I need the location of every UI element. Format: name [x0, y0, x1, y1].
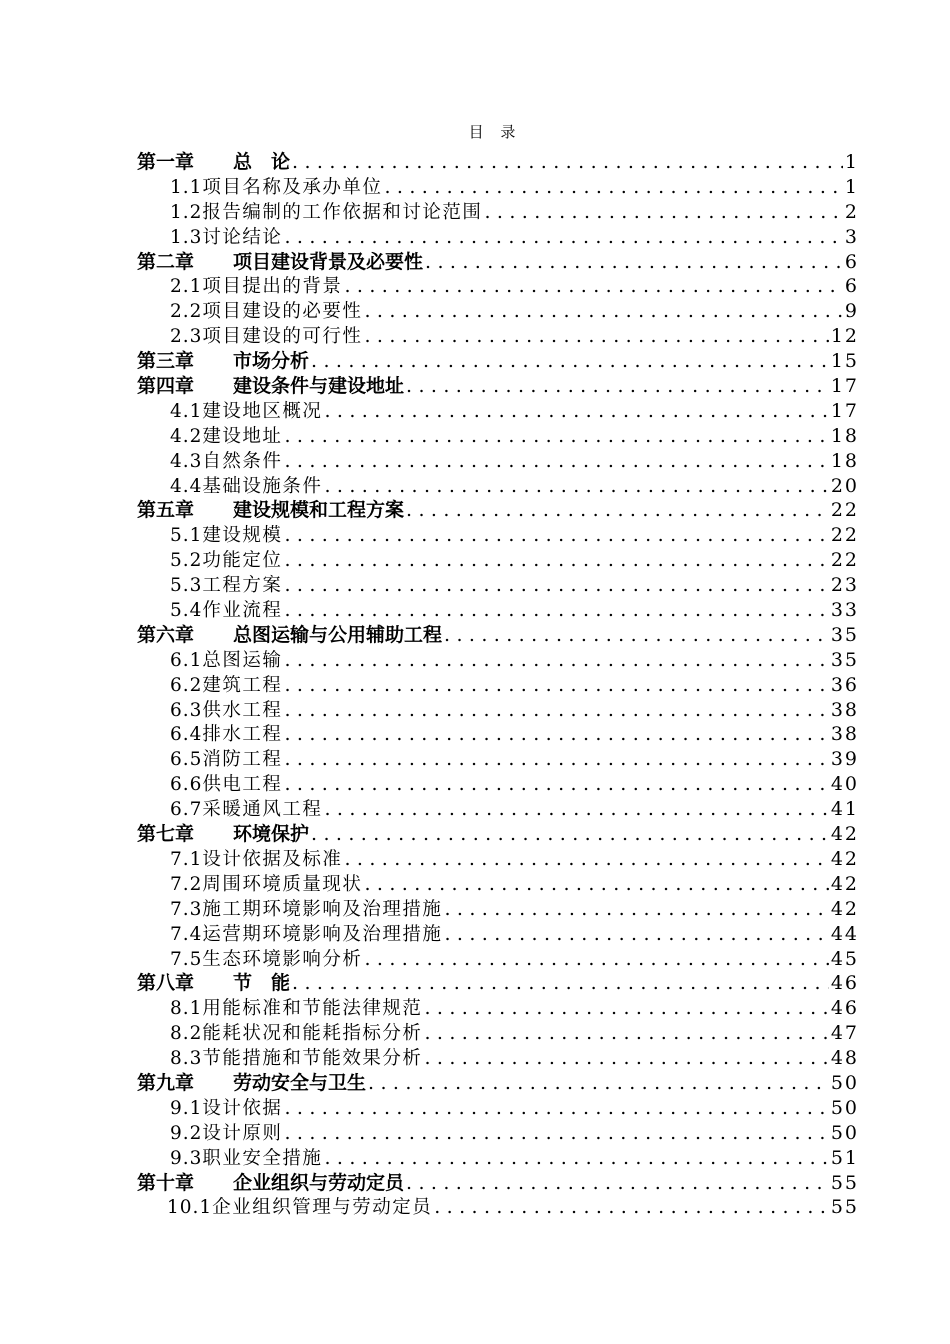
toc-entry-number: 7.5: [170, 948, 203, 970]
toc-dot-leader: [292, 971, 829, 996]
toc-entry-label: 建设规模: [202, 525, 283, 547]
toc-page-number: 15: [830, 350, 859, 373]
toc-entry-title: [170, 300, 362, 325]
toc-entry-label: 报告编制的工作依据和讨论范围: [202, 201, 483, 223]
toc-entry-title: [170, 699, 282, 724]
toc-entry-number: 6.1: [170, 649, 203, 671]
toc-section-entry[interactable]: [137, 299, 859, 324]
toc-entry-title: [170, 923, 442, 948]
toc-dot-leader: [424, 996, 828, 1021]
toc-entry-label: 生态环境影响分析: [202, 948, 363, 970]
toc-entry-number: 4.3: [170, 450, 203, 472]
toc-entry-title: [170, 475, 322, 500]
toc-section-entry[interactable]: [137, 922, 859, 947]
toc-page-number: 1: [844, 175, 859, 198]
toc-entry-number: 第九章: [137, 1071, 195, 1094]
toc-entry-number: 10.1: [167, 1197, 213, 1219]
toc-dot-leader: [406, 374, 829, 399]
toc-entry-label: 项目建设的可行性: [202, 326, 363, 348]
toc-entry-label: 节 能: [233, 972, 291, 995]
toc-entry-number: 第五章: [137, 499, 195, 522]
toc-page-number: 40: [830, 773, 859, 796]
toc-entry-number: 6.6: [170, 774, 203, 796]
toc-entry-number: 2.1: [170, 276, 203, 298]
toc-entry-label: 项目名称及承办单位: [202, 176, 383, 198]
toc-entry-label: 作业流程: [202, 600, 283, 622]
toc-section-entry[interactable]: [137, 947, 859, 972]
toc-entry-label: 周围环境质量现状: [202, 873, 363, 895]
toc-dot-leader: [344, 274, 842, 299]
toc-section-entry[interactable]: [137, 1021, 859, 1046]
toc-chapter-entry[interactable]: [137, 374, 859, 399]
toc-entry-label: 总图运输与公用辅助工程: [233, 623, 443, 646]
toc-entry-title: [170, 226, 282, 251]
toc-entry-title: [170, 1097, 282, 1122]
toc-chapter-entry[interactable]: [137, 498, 859, 523]
toc-entry-title: [170, 997, 422, 1022]
toc-entry-title: [170, 275, 342, 300]
toc-entry-label: 施工期环境影响及治理措施: [202, 898, 443, 920]
toc-entry-label: 用能标准和节能法律规范: [202, 998, 423, 1020]
toc-dot-leader: [311, 349, 829, 374]
toc-entry-label: 环境保护: [233, 823, 310, 846]
toc-chapter-entry[interactable]: [137, 250, 859, 275]
toc-entry-label: 运营期环境影响及治理措施: [202, 923, 443, 945]
toc-entry-title: [170, 1122, 282, 1147]
toc-section-entry[interactable]: [137, 1195, 859, 1220]
toc-dot-leader: [364, 324, 828, 349]
table-of-contents: [137, 150, 859, 1220]
toc-page-number: 46: [830, 972, 859, 995]
toc-entry-title: [170, 1022, 422, 1047]
toc-dot-leader: [425, 250, 843, 275]
toc-page-number: 6: [844, 250, 859, 273]
toc-entry-number: 4.1: [170, 400, 203, 422]
toc-entry-title: [137, 498, 404, 523]
toc-dot-leader: [284, 772, 828, 797]
toc-entry-number: 4.4: [170, 475, 203, 497]
toc-entry-title: [170, 400, 322, 425]
toc-page-number: 35: [830, 648, 859, 671]
toc-entry-number: 9.3: [170, 1147, 203, 1169]
toc-dot-leader: [284, 648, 828, 673]
toc-entry-number: 5.4: [170, 600, 203, 622]
toc-dot-leader: [284, 1096, 828, 1121]
toc-page-number: 23: [830, 574, 859, 597]
toc-entry-title: [137, 1171, 404, 1196]
toc-entry-label: 企业组织管理与劳动定员: [212, 1197, 433, 1219]
toc-dot-leader: [284, 698, 828, 723]
toc-entry-label: 排水工程: [202, 724, 283, 746]
toc-entry-title: [137, 1071, 366, 1096]
toc-page-number: 12: [830, 325, 859, 348]
toc-page-number: 51: [830, 1146, 859, 1169]
toc-dot-leader: [484, 200, 842, 225]
toc-dot-leader: [444, 922, 828, 947]
toc-entry-number: 2.3: [170, 326, 203, 348]
toc-entry-label: 功能定位: [202, 550, 283, 572]
toc-entry-title: [170, 201, 482, 226]
toc-dot-leader: [284, 573, 828, 598]
toc-page-number: 42: [830, 872, 859, 895]
toc-entry-number: 8.3: [170, 1048, 203, 1070]
toc-section-entry[interactable]: [137, 1046, 859, 1071]
toc-entry-label: 项目提出的背景: [202, 276, 343, 298]
toc-entry-title: [170, 748, 282, 773]
toc-section-entry[interactable]: [137, 1146, 859, 1171]
toc-section-entry[interactable]: [137, 225, 859, 250]
toc-entry-number: 5.1: [170, 525, 203, 547]
toc-section-entry[interactable]: [137, 324, 859, 349]
toc-entry-number: 1.1: [170, 176, 203, 198]
toc-page-number: 48: [830, 1047, 859, 1070]
toc-entry-label: 基础设施条件: [202, 475, 323, 497]
toc-section-entry[interactable]: [137, 772, 859, 797]
toc-dot-leader: [424, 1046, 828, 1071]
toc-page-number: 35: [830, 623, 859, 646]
toc-entry-number: 1.2: [170, 201, 203, 223]
toc-entry-title: [170, 325, 362, 350]
toc-section-entry[interactable]: [137, 648, 859, 673]
toc-entry-title: [170, 524, 282, 549]
toc-page-number: 33: [830, 599, 859, 622]
toc-entry-label: 建筑工程: [202, 674, 283, 696]
toc-entry-number: 7.1: [170, 848, 203, 870]
toc-dot-leader: [324, 797, 828, 822]
toc-section-entry[interactable]: [137, 996, 859, 1021]
toc-dot-leader: [324, 1146, 828, 1171]
toc-entry-title: [137, 971, 290, 996]
toc-section-entry[interactable]: [137, 424, 859, 449]
toc-entry-title: [170, 873, 362, 898]
toc-dot-leader: [424, 1021, 828, 1046]
toc-page-number: 45: [830, 947, 859, 970]
toc-entry-label: 节能措施和节能效果分析: [202, 1048, 423, 1070]
toc-page-number: 6: [844, 275, 859, 298]
toc-page-number: 55: [830, 1196, 859, 1219]
page-title: 目 录: [468, 123, 522, 141]
toc-dot-leader: [364, 947, 828, 972]
toc-entry-title: [170, 1147, 322, 1172]
toc-chapter-entry[interactable]: [137, 349, 859, 374]
toc-chapter-entry[interactable]: [137, 822, 859, 847]
toc-entry-title: [137, 822, 309, 847]
toc-page-number: 38: [830, 698, 859, 721]
toc-section-entry[interactable]: [137, 673, 859, 698]
toc-section-entry[interactable]: [137, 523, 859, 548]
toc-entry-title: [170, 798, 322, 823]
toc-section-entry[interactable]: [137, 698, 859, 723]
toc-section-entry[interactable]: [137, 797, 859, 822]
toc-entry-label: 采暖通风工程: [202, 799, 323, 821]
toc-entry-label: 劳动安全与卫生: [233, 1071, 367, 1094]
toc-entry-number: 6.4: [170, 724, 203, 746]
toc-entry-number: 第一章: [137, 151, 195, 173]
toc-page-number: 55: [830, 1171, 859, 1194]
toc-dot-leader: [364, 872, 828, 897]
toc-dot-leader: [368, 1071, 829, 1096]
toc-page-number: 38: [830, 723, 859, 746]
toc-entry-label: 职业安全措施: [202, 1147, 323, 1169]
toc-page-number: 42: [830, 823, 859, 846]
toc-section-entry[interactable]: [137, 474, 859, 499]
toc-entry-label: 讨论结论: [202, 226, 283, 248]
toc-section-entry[interactable]: [137, 200, 859, 225]
toc-page-number: 9: [844, 300, 859, 323]
toc-dot-leader: [284, 548, 828, 573]
toc-entry-title: [170, 425, 282, 450]
toc-page-number: 50: [830, 1096, 859, 1119]
toc-entry-number: 9.2: [170, 1122, 203, 1144]
toc-entry-label: 建设地址: [202, 425, 283, 447]
toc-section-entry[interactable]: [137, 548, 859, 573]
toc-entry-label: 工程方案: [202, 575, 283, 597]
toc-page-number: 18: [830, 424, 859, 447]
toc-entry-number: 7.3: [170, 898, 203, 920]
toc-entry-title: [167, 1196, 432, 1221]
toc-chapter-entry[interactable]: [137, 623, 859, 648]
toc-entry-title: [137, 623, 442, 648]
toc-section-entry[interactable]: [137, 847, 859, 872]
toc-entry-number: 1.3: [170, 226, 203, 248]
toc-section-entry[interactable]: [137, 722, 859, 747]
toc-chapter-entry[interactable]: [137, 150, 859, 175]
toc-entry-title: [137, 250, 423, 275]
toc-entry-label: 市场分析: [233, 350, 310, 373]
toc-page-number: 46: [830, 997, 859, 1020]
toc-dot-leader: [284, 225, 842, 250]
toc-dot-leader: [284, 598, 828, 623]
toc-dot-leader: [292, 150, 843, 175]
toc-entry-title: [170, 649, 282, 674]
toc-entry-number: 6.3: [170, 699, 203, 721]
toc-entry-number: 7.4: [170, 923, 203, 945]
toc-page-number: 17: [830, 375, 859, 398]
toc-entry-title: [170, 599, 282, 624]
toc-page-number: 36: [830, 673, 859, 696]
toc-section-entry[interactable]: [137, 449, 859, 474]
toc-entry-label: 总图运输: [202, 649, 283, 671]
toc-entry-number: 2.2: [170, 301, 203, 323]
toc-entry-title: [137, 349, 309, 374]
toc-entry-title: [170, 848, 342, 873]
toc-entry-label: 自然条件: [202, 450, 283, 472]
toc-entry-label: 消防工程: [202, 749, 283, 771]
toc-entry-number: 8.2: [170, 1023, 203, 1045]
toc-dot-leader: [444, 897, 828, 922]
toc-dot-leader: [284, 424, 828, 449]
toc-page-number: 22: [830, 549, 859, 572]
toc-page-number: 2: [844, 200, 859, 223]
toc-entry-number: 第二章: [137, 250, 195, 273]
toc-entry-label: 总 论: [233, 151, 291, 173]
toc-entry-number: 第八章: [137, 972, 195, 995]
toc-entry-number: 第七章: [137, 823, 195, 846]
toc-page-number: 17: [830, 399, 859, 422]
toc-dot-leader: [284, 523, 828, 548]
toc-entry-label: 能耗状况和能耗指标分析: [202, 1023, 423, 1045]
toc-page-number: 50: [830, 1121, 859, 1144]
toc-page-number: 20: [830, 474, 859, 497]
toc-dot-leader: [284, 722, 828, 747]
toc-page-number: 41: [830, 798, 859, 821]
toc-dot-leader: [311, 822, 829, 847]
toc-dot-leader: [406, 1171, 829, 1196]
toc-page-number: 1: [844, 151, 859, 173]
toc-entry-number: 6.2: [170, 674, 203, 696]
toc-entry-title: [170, 574, 282, 599]
toc-page-number: 39: [830, 748, 859, 771]
toc-entry-label: 供水工程: [202, 699, 283, 721]
toc-section-entry[interactable]: [137, 1121, 859, 1146]
toc-entry-number: 8.1: [170, 998, 203, 1020]
toc-page-number: 22: [830, 499, 859, 522]
toc-section-entry[interactable]: [137, 897, 859, 922]
toc-entry-number: 5.2: [170, 550, 203, 572]
toc-dot-leader: [364, 299, 842, 324]
toc-dot-leader: [284, 1121, 828, 1146]
toc-entry-title: [170, 1047, 422, 1072]
toc-entry-label: 项目建设的必要性: [202, 301, 363, 323]
toc-entry-number: 第六章: [137, 623, 195, 646]
toc-page-number: 50: [830, 1071, 859, 1094]
toc-dot-leader: [284, 449, 828, 474]
toc-entry-number: 5.3: [170, 575, 203, 597]
toc-page-number: 22: [830, 524, 859, 547]
toc-entry-title: [170, 674, 282, 699]
toc-entry-title: [170, 948, 362, 973]
toc-section-entry[interactable]: [137, 399, 859, 424]
toc-chapter-entry[interactable]: [137, 1071, 859, 1096]
toc-chapter-entry[interactable]: [137, 971, 859, 996]
toc-entry-label: 建设地区概况: [202, 400, 323, 422]
toc-page-number: 3: [844, 225, 859, 248]
toc-entry-label: 设计依据: [202, 1097, 283, 1119]
toc-dot-leader: [444, 623, 829, 648]
toc-section-entry[interactable]: [137, 573, 859, 598]
toc-entry-label: 建设条件与建设地址: [233, 375, 405, 398]
toc-entry-label: 企业组织与劳动定员: [233, 1171, 405, 1194]
toc-entry-number: 6.5: [170, 749, 203, 771]
toc-dot-leader: [284, 747, 828, 772]
toc-entry-label: 项目建设背景及必要性: [233, 250, 424, 273]
toc-entry-title: [170, 773, 282, 798]
toc-section-entry[interactable]: [137, 1096, 859, 1121]
toc-entry-title: [137, 150, 290, 175]
toc-page-number: 42: [830, 847, 859, 870]
toc-entry-number: 9.1: [170, 1097, 203, 1119]
toc-entry-label: 设计原则: [202, 1122, 283, 1144]
toc-section-entry[interactable]: [137, 175, 859, 200]
toc-entry-title: [170, 723, 282, 748]
toc-page-number: 18: [830, 449, 859, 472]
toc-page-number: 42: [830, 897, 859, 920]
toc-entry-label: 设计依据及标准: [202, 848, 343, 870]
toc-page-number: 44: [830, 922, 859, 945]
toc-entry-label: 建设规模和工程方案: [233, 499, 405, 522]
toc-dot-leader: [284, 673, 828, 698]
toc-section-entry[interactable]: [137, 598, 859, 623]
toc-entry-number: 第三章: [137, 350, 195, 373]
toc-dot-leader: [324, 474, 828, 499]
toc-page-number: 47: [830, 1022, 859, 1045]
toc-section-entry[interactable]: [137, 872, 859, 897]
toc-entry-number: 7.2: [170, 873, 203, 895]
toc-section-entry[interactable]: [137, 747, 859, 772]
toc-section-entry[interactable]: [137, 274, 859, 299]
toc-dot-leader: [324, 399, 828, 424]
toc-dot-leader: [384, 175, 842, 200]
toc-entry-number: 6.7: [170, 799, 203, 821]
toc-entry-title: [137, 374, 404, 399]
toc-entry-number: 4.2: [170, 425, 203, 447]
toc-entry-title: [170, 450, 282, 475]
toc-entry-title: [170, 898, 442, 923]
toc-entry-label: 供电工程: [202, 774, 283, 796]
toc-chapter-entry[interactable]: [137, 1171, 859, 1196]
toc-entry-number: 第十章: [137, 1171, 195, 1194]
toc-entry-number: 第四章: [137, 375, 195, 398]
toc-dot-leader: [406, 498, 829, 523]
toc-dot-leader: [344, 847, 828, 872]
toc-dot-leader: [434, 1195, 829, 1220]
toc-entry-title: [170, 176, 382, 201]
toc-entry-title: [170, 549, 282, 574]
